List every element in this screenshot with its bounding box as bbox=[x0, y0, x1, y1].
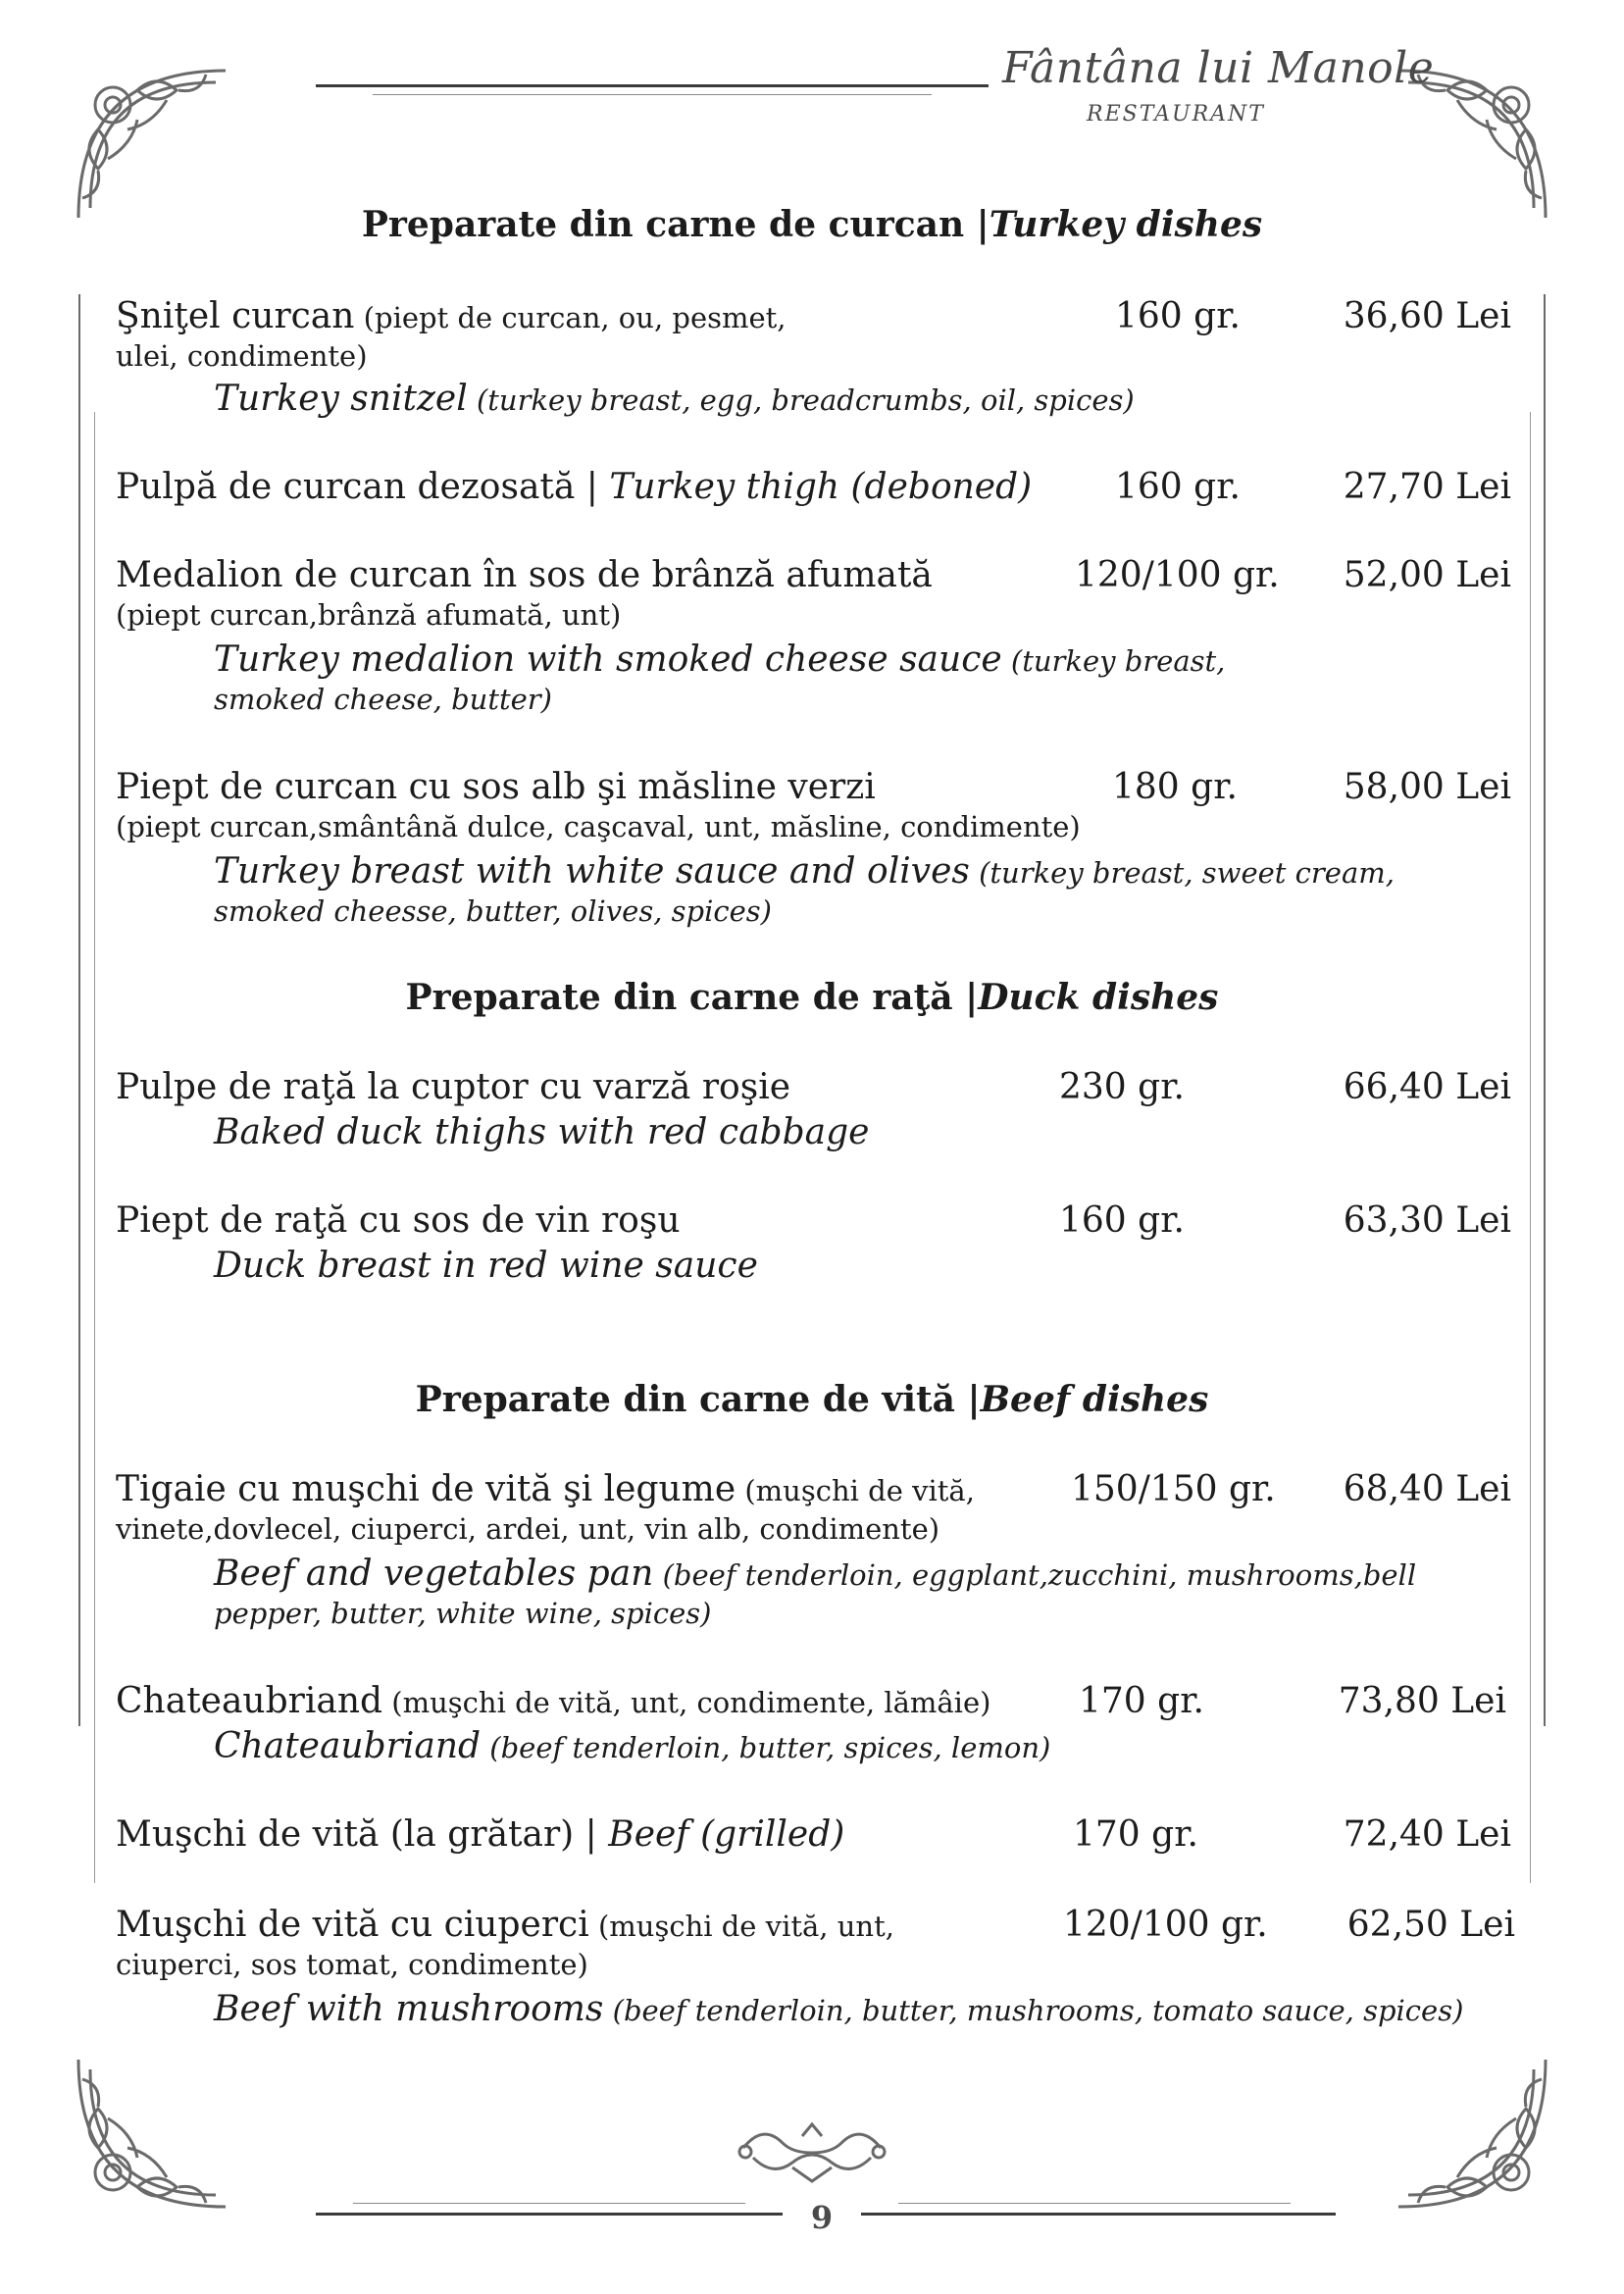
item-ingredients-ro: (piept curcan,smântână dulce, caşcaval, unt, măsline, condimente) bbox=[116, 810, 1081, 843]
item-weight: 230 gr. bbox=[1059, 1067, 1185, 1107]
menu-item bbox=[116, 1067, 790, 1107]
item-price: 62,50 Lei bbox=[1346, 1905, 1515, 1945]
section-title-duck bbox=[0, 977, 1624, 1018]
corner-ornament-icon bbox=[1389, 2050, 1555, 2217]
item-price: 27,70 Lei bbox=[1343, 467, 1511, 507]
item-price: 66,40 Lei bbox=[1343, 1067, 1511, 1107]
item-weight: 120/100 gr. bbox=[1075, 555, 1280, 595]
section-title-en: Duck dishes bbox=[978, 977, 1219, 1018]
menu-item bbox=[116, 1681, 990, 1721]
item-ingredients-ro: ciuperci, sos tomat, condimente) bbox=[116, 1948, 588, 1981]
menu-item bbox=[116, 296, 787, 336]
item-price: 68,40 Lei bbox=[1343, 1469, 1511, 1509]
item-name-en: Beef with mushrooms bbox=[214, 1989, 604, 2029]
section-title-ro: Preparate din carne de curcan | bbox=[361, 204, 990, 245]
item-weight: 160 gr. bbox=[1115, 467, 1241, 507]
item-name-ro: Pulpă de curcan dezosată | bbox=[116, 467, 610, 507]
item-ingredients-ro: (muşchi de vită, bbox=[736, 1474, 975, 1507]
corner-ornament-icon bbox=[69, 61, 235, 228]
menu-item bbox=[116, 555, 933, 595]
brand-name: Fântâna lui Manole bbox=[1002, 43, 1435, 93]
item-en bbox=[214, 379, 1135, 419]
item-en bbox=[214, 851, 1395, 892]
item-weight: 150/150 gr. bbox=[1071, 1469, 1276, 1509]
item-name-ro: Pulpe de raţă la cuptor cu varză roşie bbox=[116, 1067, 791, 1107]
item-name-en: Turkey breast with white sauce and olives bbox=[214, 851, 970, 892]
section-title-turkey bbox=[0, 204, 1624, 245]
item-ingredients-ro: vinete,dovlecel, ciuperci, ardei, unt, vin alb, condimente) bbox=[116, 1512, 940, 1546]
corner-ornament-icon bbox=[69, 2050, 235, 2217]
item-name-en: Turkey snitzel bbox=[214, 379, 468, 419]
menu-item bbox=[116, 1905, 894, 1945]
item-weight: 120/100 gr. bbox=[1063, 1905, 1268, 1945]
section-title-ro: Preparate din carne de vită | bbox=[415, 1379, 981, 1420]
footer-rule-right-thin bbox=[898, 2203, 1291, 2204]
item-ingredients-ro: (muşchi de vită, unt, bbox=[588, 1910, 894, 1943]
item-name-en: Chateaubriand bbox=[214, 1726, 482, 1766]
item-ingredients-ro: ulei, condimente) bbox=[116, 339, 368, 373]
section-title-en: Beef dishes bbox=[980, 1379, 1209, 1420]
item-price: 63,30 Lei bbox=[1343, 1200, 1511, 1241]
item-ingredients-en: (turkey breast, bbox=[1001, 644, 1226, 678]
item-ingredients-en: smoked cheesse, butter, olives, spices) bbox=[214, 894, 772, 928]
item-price: 52,00 Lei bbox=[1343, 555, 1511, 595]
item-name-en: Beef and vegetables pan bbox=[214, 1554, 654, 1594]
item-name-ro: Tigaie cu muşchi de vită şi legume bbox=[116, 1469, 736, 1509]
header-rule-thin bbox=[373, 94, 932, 95]
item-ingredients-ro: (muşchi de vită, unt, condimente, lămâie) bbox=[382, 1686, 991, 1719]
item-price: 36,60 Lei bbox=[1343, 296, 1511, 336]
item-ingredients-en: (beef tenderloin, butter, spices, lemon) bbox=[481, 1731, 1051, 1764]
item-en bbox=[214, 1554, 1416, 1594]
section-title-en: Turkey dishes bbox=[989, 204, 1263, 245]
item-ingredients-en: (beef tenderloin, butter, mushrooms, tomato sauce, spices) bbox=[603, 1994, 1464, 2027]
item-en bbox=[214, 1989, 1463, 2029]
section-title-ro: Preparate din carne de raţă | bbox=[405, 977, 979, 1018]
item-weight: 170 gr. bbox=[1079, 1681, 1204, 1721]
item-ingredients-en: smoked cheese, butter) bbox=[214, 683, 552, 716]
menu-item bbox=[116, 1469, 975, 1509]
item-name-en: Beef (grilled) bbox=[608, 1814, 845, 1855]
item-weight: 160 gr. bbox=[1115, 296, 1241, 336]
item-name-ro: Şniţel curcan bbox=[116, 296, 355, 336]
page-number: 9 bbox=[810, 2199, 834, 2236]
item-name-ro: Muşchi de vită (la grătar) | bbox=[116, 1814, 609, 1855]
item-ingredients-ro: (piept curcan,brânză afumată, unt) bbox=[116, 598, 622, 632]
item-name-en: Turkey medalion with smoked cheese sauce bbox=[214, 639, 1002, 680]
menu-item bbox=[116, 767, 876, 807]
footer-rule-left bbox=[316, 2213, 783, 2216]
item-price: 73,80 Lei bbox=[1338, 1681, 1506, 1721]
item-ingredients-en: (turkey breast, sweet cream, bbox=[969, 856, 1395, 890]
item-price: 58,00 Lei bbox=[1343, 767, 1511, 807]
item-name-en: Duck breast in red wine sauce bbox=[214, 1246, 758, 1286]
item-weight: 180 gr. bbox=[1112, 767, 1238, 807]
item-ingredients-en: (beef tenderloin, eggplant,zucchini, mushrooms,bell bbox=[653, 1558, 1417, 1592]
footer-rule-left-thin bbox=[353, 2203, 745, 2204]
item-name-en: Turkey thigh (deboned) bbox=[609, 467, 1033, 507]
menu-item bbox=[116, 1814, 844, 1855]
item-ingredients-en: pepper, butter, white wine, spices) bbox=[214, 1597, 712, 1630]
item-name-ro: Chateaubriand bbox=[116, 1681, 383, 1721]
scroll-ornament-icon bbox=[734, 2118, 890, 2187]
item-weight: 170 gr. bbox=[1073, 1814, 1198, 1855]
item-name-ro: Muşchi de vită cu ciuperci bbox=[116, 1905, 589, 1945]
item-ingredients-ro: (piept de curcan, ou, pesmet, bbox=[354, 301, 787, 334]
menu-item bbox=[116, 1200, 681, 1241]
item-name-en: Baked duck thighs with red cabbage bbox=[214, 1112, 870, 1152]
brand-subtitle: RESTAURANT bbox=[1087, 102, 1265, 127]
item-weight: 160 gr. bbox=[1059, 1200, 1185, 1241]
section-title-beef bbox=[0, 1379, 1624, 1420]
header-rule bbox=[316, 84, 989, 87]
frame-left-inner bbox=[94, 412, 95, 1883]
item-name-ro: Piept de curcan cu sos alb şi măsline verzi bbox=[116, 767, 876, 807]
item-name-ro: Medalion de curcan în sos de brânză afumată bbox=[116, 555, 933, 595]
frame-right-inner bbox=[1530, 412, 1531, 1883]
item-name-ro: Piept de raţă cu sos de vin roşu bbox=[116, 1200, 681, 1241]
item-en bbox=[214, 1726, 1050, 1766]
item-price: 72,40 Lei bbox=[1343, 1814, 1511, 1855]
item-ingredients-en: (turkey breast, egg, breadcrumbs, oil, spices) bbox=[467, 383, 1135, 417]
footer-rule-right bbox=[861, 2213, 1336, 2216]
menu-item bbox=[116, 467, 1032, 507]
item-en bbox=[214, 639, 1225, 680]
